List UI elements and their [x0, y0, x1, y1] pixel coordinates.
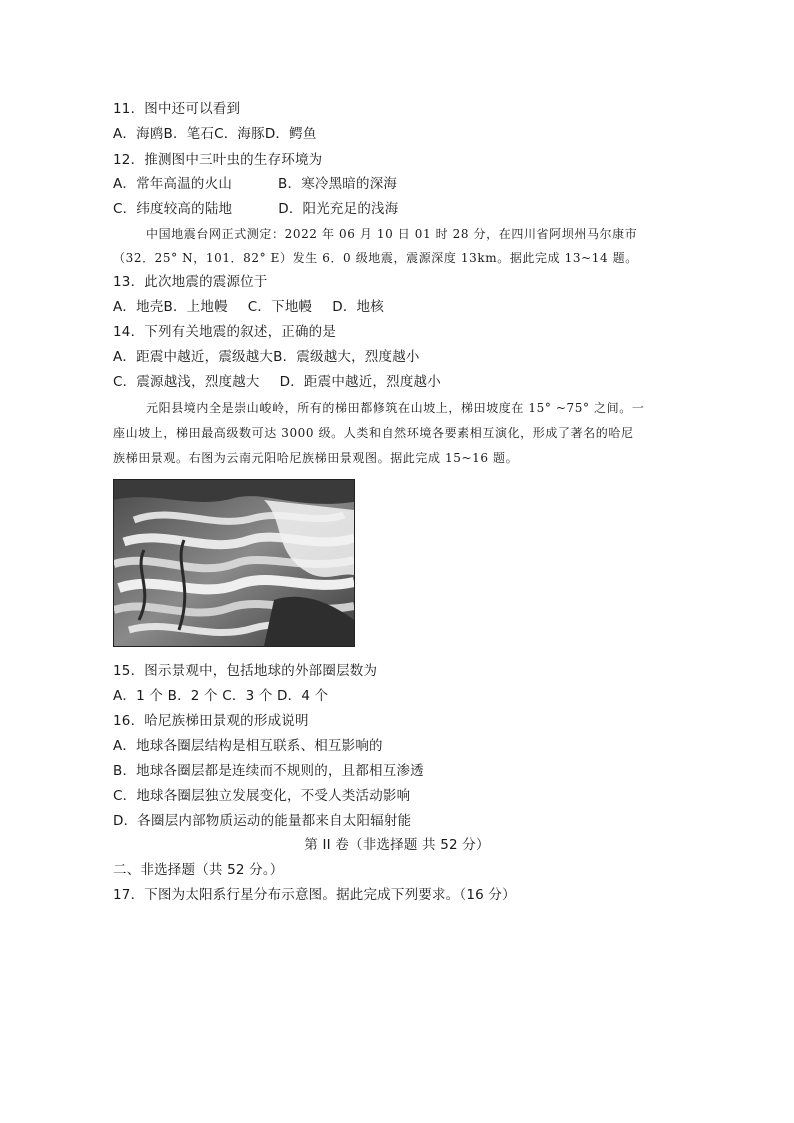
q16-stem: 16．哈尼族梯田景观的形成说明 [113, 713, 309, 729]
passage2-line3: 族梯田景观。右图为云南元阳哈尼族梯田景观图。据此完成 15~16 题。 [113, 451, 519, 465]
q16-option-a: A．地球各圈层结构是相互联系、相互影响的 [113, 738, 383, 754]
q16-option-d: D．各圈层内部物质运动的能量都来自太阳辐射能 [113, 813, 412, 829]
q17-stem: 17．下图为太阳系行星分布示意图。据此完成下列要求。（16 分） [113, 887, 516, 903]
passage1-line2: （32．25° N，101．82° E）发生 6．0 级地震，震源深度 13km。据此完成 13~14 题。 [113, 251, 638, 265]
section2-heading: 二、非选择题（共 52 分。） [113, 862, 284, 878]
q14-options-cd [113, 373, 441, 391]
q14-option-c: C．震源越浅，烈度越大 [113, 374, 260, 390]
q16-option-c: C．地球各圈层独立发展变化，不受人类活动影响 [113, 788, 411, 804]
q13-options [113, 298, 384, 316]
terrace-illustration [114, 480, 354, 646]
passage1-line1: 中国地震台网正式测定：2022 年 06 月 10 日 01 时 28 分，在四川省阿坝州马尔康市 [146, 227, 638, 241]
q12-stem: 12．推测图中三叶虫的生存环境为 [113, 152, 323, 168]
q12-option-b: B．寒冷黑暗的深海 [278, 176, 398, 192]
q12-option-d: D．阳光充足的浅海 [278, 201, 399, 217]
q14-options-ab: A．距震中越近，震级越大B．震级越大，烈度越小 [113, 349, 420, 365]
q16-option-b: B．地球各圈层都是连续而不规则的，且都相互渗透 [113, 763, 424, 779]
q12-options-row1 [113, 175, 397, 193]
q13-option-ab: A．地壳B．上地幔 [113, 299, 228, 315]
section2-title: 第 II 卷（非选择题 共 52 分） [304, 837, 490, 853]
q12-options-row2 [113, 200, 398, 218]
terraced-fields-photo [113, 479, 355, 647]
q15-options: A．1 个 B．2 个 C．3 个 D．4 个 [113, 688, 329, 704]
q11-stem: 11．图中还可以看到 [113, 101, 241, 117]
q13-option-c: C．下地幔 [247, 299, 313, 315]
passage2-line1: 元阳县境内全是崇山峻岭，所有的梯田都修筑在山坡上，梯田坡度在 15° ~75° 之间。一 [146, 401, 645, 415]
q14-stem: 14．下列有关地震的叙述，正确的是 [113, 324, 337, 340]
q12-option-c: C．纬度较高的陆地 [113, 201, 233, 217]
q14-option-d: D．距震中越近，烈度越小 [279, 374, 441, 390]
q12-option-a: A．常年高温的火山 [113, 176, 233, 192]
q13-stem: 13．此次地震的震源位于 [113, 274, 268, 290]
q11-options: A．海鸥B．笔石C．海豚D．鳄鱼 [113, 126, 317, 142]
q15-stem: 15．图示景观中，包括地球的外部圈层数为 [113, 663, 378, 679]
passage2-line2: 座山坡上，梯田最高级数可达 3000 级。人类和自然环境各要素相互演化，形成了著名的哈尼 [113, 426, 634, 440]
q13-option-d: D．地核 [332, 299, 384, 315]
